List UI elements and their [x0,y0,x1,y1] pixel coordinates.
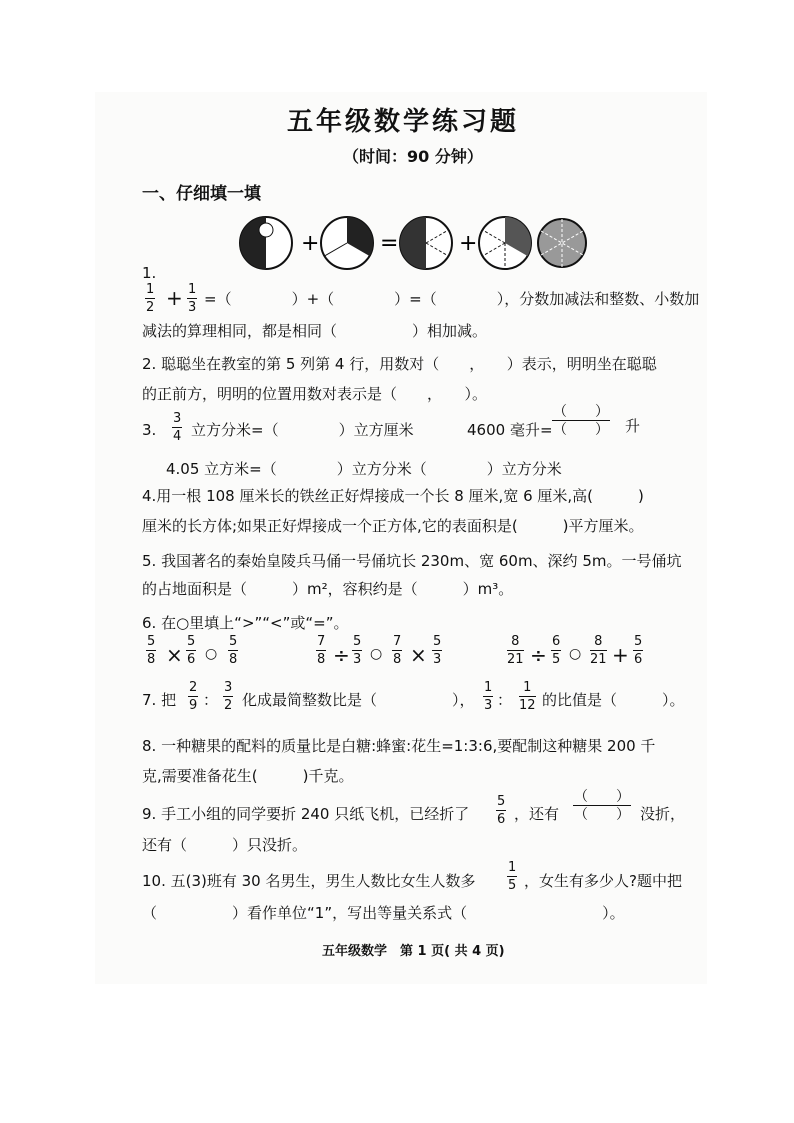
q10-line-2: （ ）看作单位“1”，写出等量关系式（ ）。 [142,904,625,922]
fraction-circles-figure [236,214,588,272]
q7-post: 的比值是（ ）。 [542,691,685,709]
time-subtitle: （时间：90 分钟） [343,147,483,166]
q6-e1-b: 5 6 [187,634,196,667]
q6-e3-c: 8 21 [590,634,607,667]
q3-line-2: 4.05 立方米=（ ）立方分米（ ）立方分米 [166,460,562,478]
q7-mid: 化成最简整数比是（ ）， [242,691,475,709]
q9-pre: 9. 手工小组的同学要折 240 只纸飞机，已经折了 [142,805,470,823]
sixth-circle-icon [400,217,452,269]
q6-e1-c: 5 8 [229,634,238,667]
q10-fraction: 1 5 [508,860,517,893]
fig-plus-2: + [459,231,478,256]
third-circle-icon [321,217,373,269]
q9-blank-fraction: （ ） （ ） [574,789,630,823]
q6-e2-op2: × [410,643,427,667]
q6-e2-a: 7 8 [317,634,326,667]
q7-pre: 7. 把 [142,691,177,709]
q3-number: 3. [142,421,157,439]
q9-fraction: 5 6 [497,794,506,827]
q6-e3-op2: + [612,643,629,667]
q7-fraction-3: 1 3 [484,680,493,713]
page-footer: 五年级数学 第 1 页( 共 4 页) [322,944,505,959]
q6-e3-circle: ○ [569,646,582,662]
q7-fraction-4: 1 12 [519,680,536,713]
q6-line-1: 6. 在○里填上“>”“<”或“=”。 [142,614,349,632]
q6-e3-d: 5 6 [634,634,643,667]
q9-mid: ，还有 [514,805,560,823]
q3-text-1: 立方分米=（ ）立方厘米 [191,421,414,439]
q2-line-1: 2. 聪聪坐在教室的第 5 列第 4 行，用数对（ ， ）表示，明明坐在聪聪 [142,355,657,373]
q7-fraction-2: 3 2 [224,680,233,713]
full-sixth-circle-icon [538,219,586,267]
q6-e3-op: ÷ [530,643,547,667]
q10-post: ，女生有多少人?题中把 [524,872,682,890]
q10-pre: 10. 五(3)班有 30 名男生，男生人数比女生人数多 [142,872,476,890]
q6-e1-circle: ○ [205,646,218,662]
q1-fraction-1: 1 2 [146,282,155,315]
sixth-circle-shaded-icon [479,217,531,269]
q1-number: 1. [142,264,157,282]
q6-e2-c: 7 8 [393,634,402,667]
q1-plus: + [166,286,183,310]
q6-e1-a: 5 8 [147,634,156,667]
q6-e2-d: 5 3 [433,634,442,667]
q4-line-2: 厘米的长方体;如果正好焊接成一个正方体,它的表面积是( )平方厘米。 [142,517,644,535]
q3-blank-fraction: （ ） （ ） [553,404,609,438]
q6-e2-b: 5 3 [353,634,362,667]
q6-e1-op: × [166,643,183,667]
fig-plus-1: + [301,231,320,256]
q9-line-2: 还有（ ）只没折。 [142,836,308,854]
fig-equals-1: = [380,231,399,256]
q6-e3-b: 6 5 [552,634,561,667]
page-title: 五年级数学练习题 [287,107,520,137]
section-heading: 一、仔细填一填 [142,184,261,204]
q2-line-2: 的正前方，明明的位置用数对表示是（ ， ）。 [142,385,488,403]
q6-e2-circle: ○ [370,646,383,662]
q4-line-1: 4.用一根 108 厘米长的铁丝正好焊接成一个长 8 厘米,宽 6 厘米,高( ) [142,487,644,505]
half-circle-icon [240,217,292,269]
q1-fraction-2: 1 3 [188,282,197,315]
q6-e2-op: ÷ [333,643,350,667]
q8-line-2: 克,需要准备花生( )千克。 [142,767,354,785]
q8-line-1: 8. 一种糖果的配料的质量比是白糖:蜂蜜:花生=1:3:6,要配制这种糖果 200 千 [142,737,656,755]
q1-equation: =（ ）+（ ）=（ ），分数加减法和整数、小数加 [204,290,700,308]
q3-fraction: 3 4 [173,411,182,444]
q5-line-2: 的占地面积是（ ）m²，容积约是（ ）m³。 [142,580,514,598]
q7-colon-2: ： [497,691,513,709]
q3-text-2: 4600 毫升= [467,421,553,439]
q5-line-1: 5. 我国著名的秦始皇陵兵马俑一号俑坑长 230m、宽 60m、深约 5m。一号俑坑 [142,552,682,570]
q9-post: 没折， [640,805,686,823]
q7-fraction-1: 2 9 [189,680,198,713]
q6-e3-a: 8 21 [507,634,524,667]
q1-line-2: 减法的算理相同，都是相同（ ）相加减。 [142,322,488,340]
q3-liter: 升 [625,417,641,435]
q7-colon-1: ： [203,691,219,709]
